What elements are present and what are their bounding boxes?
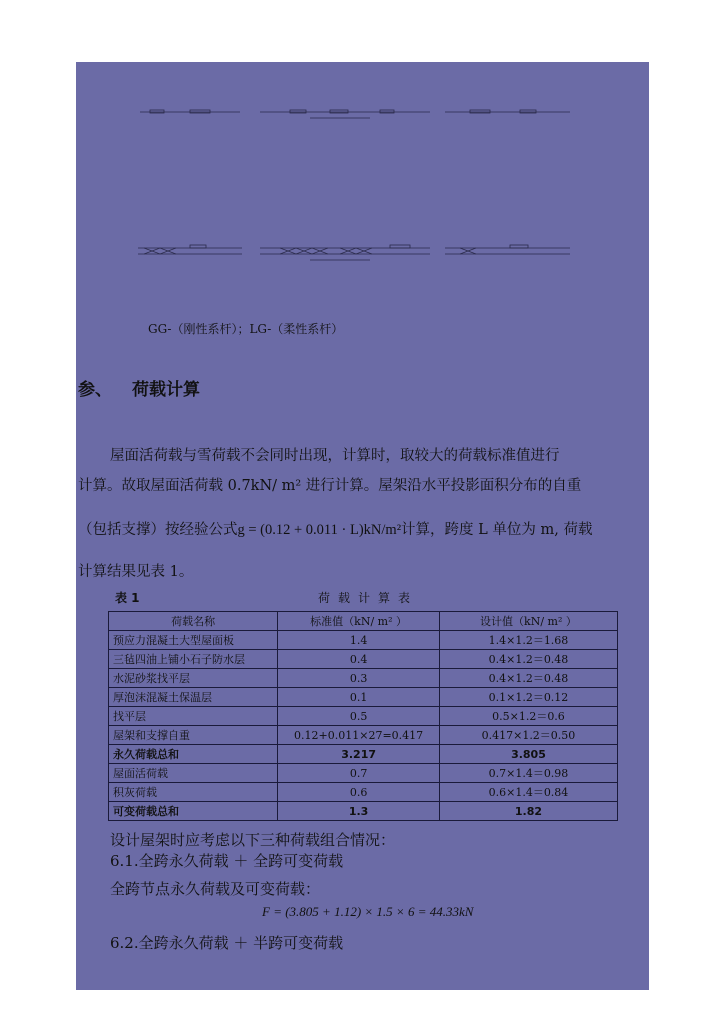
load-name-cell: 预应力混凝土大型屋面板 <box>109 631 278 650</box>
bracing-elevation-drawing <box>130 240 580 264</box>
load-name-cell: 厚泡沫混凝土保温层 <box>109 688 278 707</box>
load-name-cell: 找平层 <box>109 707 278 726</box>
design-value-cell: 1.4×1.2＝1.68 <box>439 631 617 650</box>
section-title: 荷载计算 <box>132 380 200 400</box>
diagram-caption: GG-（刚性系杆）；LG-（柔性系杆） <box>148 322 344 336</box>
after-line-3: 全跨节点永久荷载及可变荷载： <box>110 880 321 898</box>
standard-value-cell: 0.12+0.011×27=0.417 <box>278 726 440 745</box>
paragraph-line-2: 计算。故取屋面活荷载 0.7kN/ m² 进行计算。屋架沿水平投影面积分布的自重 <box>78 478 582 494</box>
bracing-plan-diagram-bottom <box>130 240 580 264</box>
table-label: 表 1 <box>115 591 140 605</box>
standard-value-cell: 0.1 <box>278 688 440 707</box>
load-name-cell: 永久荷载总和 <box>109 745 278 764</box>
design-value-cell: 0.4×1.2＝0.48 <box>439 650 617 669</box>
design-value-cell: 0.417×1.2＝0.50 <box>439 726 617 745</box>
load-name-cell: 可变荷载总和 <box>109 802 278 821</box>
table-row <box>109 745 618 764</box>
table-row <box>109 707 618 726</box>
standard-value-cell: 0.4 <box>278 650 440 669</box>
table-row <box>109 650 618 669</box>
design-value-cell: 0.7×1.4＝0.98 <box>439 764 617 783</box>
case-6-2-heading: 6.2.全跨永久荷载 ＋ 半跨可变荷载 <box>110 934 344 952</box>
paragraph-line-3-pre: （包括支撑）按经验公式 <box>78 522 238 538</box>
table-row <box>109 726 618 745</box>
table-row <box>109 631 618 650</box>
standard-value-cell: 1.3 <box>278 802 440 821</box>
paragraph-line-4: 计算结果见表 1。 <box>78 564 194 580</box>
table-name: 荷载计算表 <box>318 591 419 605</box>
header-standard-value: 标准值（kN/ m² ） <box>278 612 440 631</box>
table-row <box>109 783 618 802</box>
table-body <box>109 631 618 821</box>
standard-value-cell: 0.7 <box>278 764 440 783</box>
design-value-cell: 1.82 <box>439 802 617 821</box>
standard-value-cell: 0.5 <box>278 707 440 726</box>
design-value-cell: 3.805 <box>439 745 617 764</box>
load-calculation-table <box>108 611 618 821</box>
table-row <box>109 669 618 688</box>
table-header-row <box>109 612 618 631</box>
load-name-cell: 屋面活荷载 <box>109 764 278 783</box>
header-load-name: 荷载名称 <box>109 612 278 631</box>
header-design-value: 设计值（kN/ m² ） <box>439 612 617 631</box>
section-heading <box>78 375 200 400</box>
self-weight-formula: g = (0.12 + 0.011 · L)kN/m² <box>237 522 402 538</box>
load-name-cell: 三毡四油上铺小石子防水层 <box>109 650 278 669</box>
paragraph-line-1: 屋面活荷载与雪荷载不会同时出现，计算时，取较大的荷载标准值进行 <box>110 448 560 464</box>
section-number: 参、 <box>78 380 112 400</box>
bracing-plan-drawing <box>130 104 580 128</box>
table-row <box>109 688 618 707</box>
standard-value-cell: 0.6 <box>278 783 440 802</box>
after-line-1: 设计屋架时应考虑以下三种荷载组合情况： <box>110 831 396 849</box>
node-load-equation: F = (3.805 + 1.12) × 1.5 × 6 = 44.33kN <box>262 904 474 919</box>
table-row <box>109 764 618 783</box>
standard-value-cell: 3.217 <box>278 745 440 764</box>
load-name-cell: 水泥砂浆找平层 <box>109 669 278 688</box>
load-name-cell: 积灰荷载 <box>109 783 278 802</box>
case-6-1-heading: 6.1.全跨永久荷载 ＋ 全跨可变荷载 <box>110 852 344 870</box>
table-row <box>109 802 618 821</box>
paragraph-line-3 <box>78 518 592 539</box>
standard-value-cell: 1.4 <box>278 631 440 650</box>
design-value-cell: 0.4×1.2＝0.48 <box>439 669 617 688</box>
design-value-cell: 0.5×1.2＝0.6 <box>439 707 617 726</box>
paragraph-line-3-post: 计算，跨度 L 单位为 m, 荷载 <box>401 522 593 538</box>
load-name-cell: 屋架和支撑自重 <box>109 726 278 745</box>
bracing-plan-diagram-top <box>130 104 580 128</box>
design-value-cell: 0.6×1.4＝0.84 <box>439 783 617 802</box>
design-value-cell: 0.1×1.2＝0.12 <box>439 688 617 707</box>
standard-value-cell: 0.3 <box>278 669 440 688</box>
